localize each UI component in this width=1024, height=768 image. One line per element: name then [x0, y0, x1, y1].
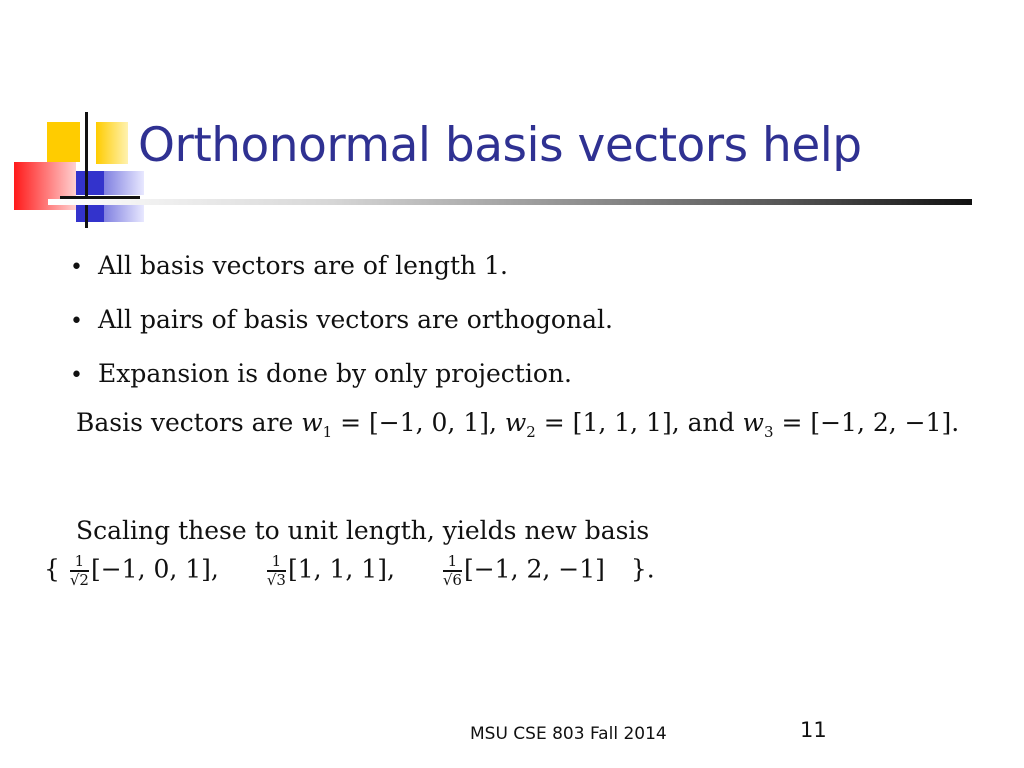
basis-item: $\frac{1}{√3}$ [1, 1, 1], [266, 552, 395, 589]
bullet-item: • All basis vectors are of length 1. [70, 250, 613, 304]
bullet-dot-icon: • [70, 255, 83, 280]
bullet-list [70, 250, 613, 412]
scaling-text: Scaling these to unit length, yields new basis [76, 516, 650, 545]
bullet-item: • Expansion is done by only projection. [70, 358, 613, 412]
title-underline [48, 199, 972, 205]
bullet-dot-icon: • [70, 309, 83, 334]
slide-title: Orthonormal basis vectors help [138, 118, 862, 173]
slide-footer: MSU CSE 803 Fall 2014 [470, 724, 667, 744]
page-number: 11 [800, 718, 827, 742]
basis-item: $\frac{1}{√6}$ [−1, 2, −1] [442, 552, 605, 589]
bullet-dot-icon: • [70, 363, 83, 388]
normalized-basis-set: { $\frac{1}{√2}$ [−1, 0, 1], $\frac{1}{√3}$ [1, 1, 1], $\frac{1}{√6}$ [−1, 2, −1] }. [44, 552, 655, 589]
basis-item: $\frac{1}{√2}$ [−1, 0, 1], [69, 552, 219, 589]
basis-vectors-line: Basis vectors are $w_1 = [-1$, 0, 1], $w_2 = [1$, 1, 1], and $w_3 = [-1$, 2, −1]. [76, 408, 960, 441]
bullet-item: • All pairs of basis vectors are orthogonal. [70, 304, 613, 358]
